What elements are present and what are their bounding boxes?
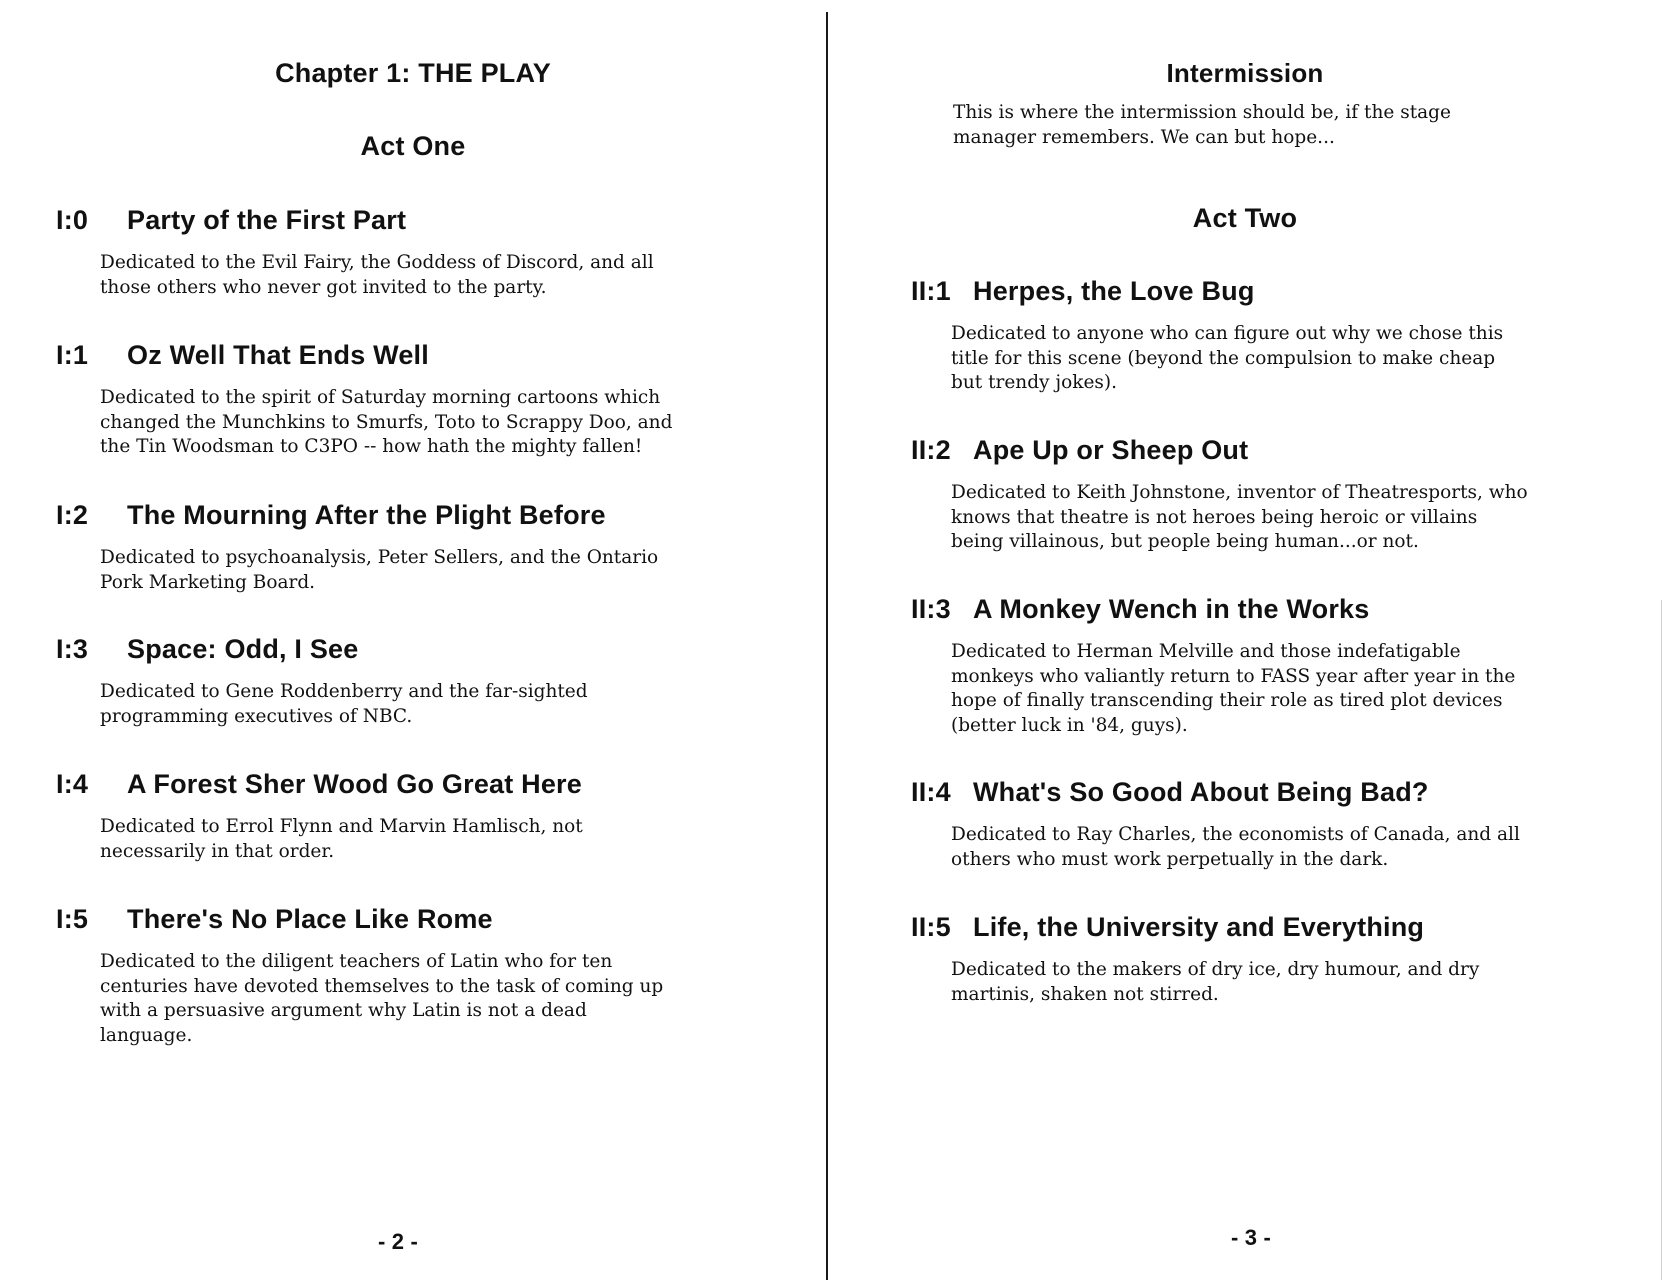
left-page	[0, 0, 826, 1280]
scene-entry	[56, 634, 756, 729]
intermission-text: This is where the intermission should be, if the stage manager remembers. We can but hope...	[953, 102, 1451, 148]
scene-entry	[911, 276, 1651, 396]
scene-title: Party of the First Part	[127, 205, 407, 235]
scene-dedication: Dedicated to psychoanalysis, Peter Sellers, and the Ontario Pork Marketing Board.	[100, 547, 659, 593]
scene-number: II:4	[911, 777, 951, 807]
scene-title: What's So Good About Being Bad?	[973, 777, 1429, 807]
scene-heading	[56, 904, 756, 938]
scene-title: Life, the University and Everything	[973, 912, 1425, 942]
scene-number: II:2	[911, 435, 951, 465]
scene-number: I:5	[56, 904, 89, 934]
scene-heading	[911, 594, 1651, 628]
scene-number: II:3	[911, 594, 951, 624]
scene-dedication: Dedicated to Herman Melville and those indefatigable monkeys who valiantly return to FASS year after year in the hope of finally transcending their role as tired plot devices (better luck in '84, guys).	[951, 641, 1516, 736]
scene-title: There's No Place Like Rome	[127, 904, 493, 934]
scene-entry	[911, 912, 1651, 1007]
scene-title: Herpes, the Love Bug	[973, 276, 1255, 306]
scene-entry	[911, 594, 1651, 738]
scene-number: I:1	[56, 340, 89, 370]
scene-entry	[911, 777, 1651, 872]
scene-entry	[56, 340, 756, 460]
scene-dedication: Dedicated to the spirit of Saturday morning cartoons which changed the Munchkins to Smurfs, Toto to Scrappy Doo, and the Tin Woodsman to C3PO -- how hath the mighty fallen!	[100, 387, 673, 457]
scene-entry	[56, 205, 756, 300]
scene-heading	[56, 340, 756, 374]
scene-heading	[56, 205, 756, 239]
scene-entry	[56, 769, 756, 864]
scene-dedication: Dedicated to Keith Johnstone, inventor of Theatresports, who knows that theatre is not heroes being heroic or villains being villainous, but people being human...or not.	[951, 482, 1528, 552]
scene-entry	[56, 904, 756, 1048]
scene-title: Space: Odd, I See	[127, 634, 359, 664]
act-one-title: Act One	[360, 131, 466, 161]
scene-heading	[911, 777, 1651, 811]
scene-title: A Forest Sher Wood Go Great Here	[127, 769, 582, 799]
chapter-title: Chapter 1: THE PLAY	[275, 58, 551, 88]
act-two-title: Act Two	[1192, 203, 1298, 233]
page-number: - 2 -	[377, 1229, 419, 1254]
scene-dedication: Dedicated to Ray Charles, the economists of Canada, and all others who must work perpetually in the dark.	[951, 824, 1520, 870]
scene-number: II:5	[911, 912, 951, 942]
scene-entry	[56, 500, 756, 595]
scene-dedication: Dedicated to the makers of dry ice, dry humour, and dry martinis, shaken not stirred.	[951, 959, 1480, 1005]
scene-title: A Monkey Wench in the Works	[973, 594, 1370, 624]
scene-number: I:4	[56, 769, 89, 799]
scene-heading	[911, 435, 1651, 469]
scene-dedication: Dedicated to anyone who can figure out why we chose this title for this scene (beyond the compulsion to make cheap but trendy jokes).	[951, 323, 1504, 393]
page-number: - 3 -	[1230, 1225, 1272, 1250]
scene-heading	[911, 912, 1651, 946]
scene-dedication: Dedicated to the diligent teachers of Latin who for ten centuries have devoted themselves to the task of coming up with a persuasive argument why Latin is not a dead language.	[100, 951, 664, 1046]
scene-heading	[56, 634, 756, 668]
scene-number: I:2	[56, 500, 89, 530]
scene-number: I:0	[56, 205, 89, 235]
scene-dedication: Dedicated to the Evil Fairy, the Goddess of Discord, and all those others who never got invited to the party.	[100, 252, 654, 298]
scene-title: The Mourning After the Plight Before	[127, 500, 606, 530]
scene-heading	[56, 769, 756, 803]
scene-heading	[56, 500, 756, 534]
scene-heading	[911, 276, 1651, 310]
scene-title: Ape Up or Sheep Out	[973, 435, 1249, 465]
scene-title: Oz Well That Ends Well	[127, 340, 429, 370]
scene-dedication: Dedicated to Gene Roddenberry and the far-sighted programming executives of NBC.	[100, 681, 588, 727]
scene-dedication: Dedicated to Errol Flynn and Marvin Hamlisch, not necessarily in that order.	[100, 816, 583, 862]
intermission-title: Intermission	[1166, 58, 1324, 88]
right-page	[828, 0, 1662, 1280]
scene-number: I:3	[56, 634, 89, 664]
scene-number: II:1	[911, 276, 951, 306]
scene-entry	[911, 435, 1651, 555]
